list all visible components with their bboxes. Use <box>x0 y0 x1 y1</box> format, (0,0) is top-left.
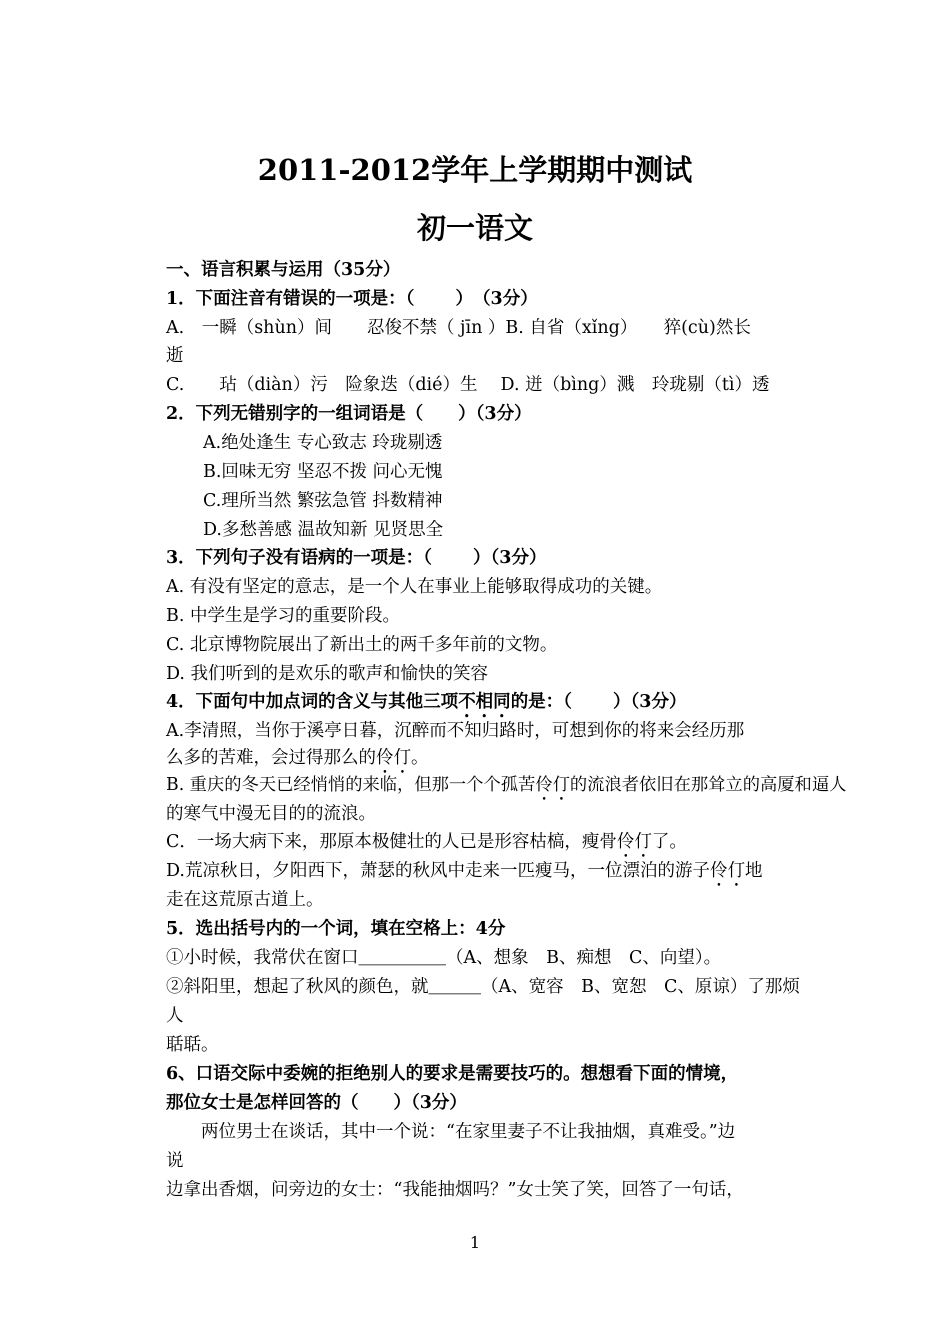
question-2-stem: 2．下列无错别字的一组词语是（ ）（3分） <box>166 404 532 424</box>
question-2-option: B.回味无穷 坚忍不拨 问心无愧 <box>203 462 443 482</box>
question-6-stem: 那位女士是怎样回答的（ ）（3分） <box>166 1093 467 1113</box>
question-6-passage: 边拿出香烟，问旁边的女士：“我能抽烟吗？”女士笑了笑，回答了一句话， <box>166 1180 744 1200</box>
question-1-line: 逝 <box>166 346 184 366</box>
question-1-stem: 1．下面注音有错误的一项是：（ ） （3分） <box>166 289 538 309</box>
question-3-option: C. 北京博物院展出了新出土的两千多年前的文物。 <box>166 635 558 655</box>
option-text: 了。 <box>651 832 687 852</box>
option-text: C．一场大病下来，那原本极健壮的人已是形容枯槁，瘦骨 <box>166 832 617 852</box>
question-2-option: D.多愁善感 温故知新 见贤思全 <box>203 520 444 540</box>
option-text: 的流浪者依旧在那耸立的高厦和逼人 <box>569 775 847 795</box>
question-4-option: A.李清照，当你于溪亭日暮，沉醉而不知归路时，可想到你的将来会经历那 <box>166 721 745 741</box>
question-2-option: A.绝处逢生 专心致志 玲珑剔透 <box>203 433 443 453</box>
emphasis-text: 不相同 <box>458 692 511 712</box>
question-3-option: A. 有没有坚定的意志，是一个人在事业上能够取得成功的关键。 <box>166 577 663 597</box>
page-number: 1 <box>469 1233 481 1252</box>
question-5-line: ②斜阳里，想起了秋风的颜色，就＿＿＿（A、宽容 B、宽恕 C、原谅）了那烦 <box>166 977 800 997</box>
option-text: 么多的苦难，会过得那么的 <box>166 748 376 768</box>
question-6-passage: 说 <box>166 1151 184 1171</box>
question-3-option: B. 中学生是学习的重要阶段。 <box>166 606 400 626</box>
question-1-line: A. 一瞬（shùn）间 忍俊不禁（ jīn ）B. 自省（xǐng） 猝(cù)然长 <box>166 318 751 338</box>
question-3-stem: 3．下列句子没有语病的一项是：（ ）（3分） <box>166 548 547 568</box>
question-6-stem: 6、口语交际中委婉的拒绝别人的要求是需要技巧的。想想看下面的情境， <box>166 1064 739 1084</box>
question-5-line: 聒聒。 <box>166 1035 219 1055</box>
question-3-option: D. 我们听到的是欢乐的歌声和愉快的笑容 <box>166 664 489 684</box>
emphasis-text: 伶仃 <box>709 861 745 881</box>
question-5-stem: 5．选出括号内的一个词，填在空格上：4分 <box>166 919 506 939</box>
question-2-option: C.理所当然 繁弦急管 抖数精神 <box>203 491 443 511</box>
emphasis-text: 伶仃 <box>616 832 652 852</box>
question-4-option: 走在这荒原古道上。 <box>166 890 324 910</box>
question-5-line: ①小时候，我常伏在窗口＿＿＿＿＿（A、想象 B、痴想 C、向望）。 <box>166 948 722 968</box>
question-4-option: 的寒气中漫无目的的流浪。 <box>166 804 376 824</box>
page-title: 2011-2012学年上学期期中测试 <box>257 153 693 187</box>
emphasis-text: 伶仃 <box>376 748 411 768</box>
option-text: 。 <box>411 748 429 768</box>
option-text: D.荒凉秋日，夕阳西下，萧瑟的秋风中走来一匹瘦马，一位漂泊的游子 <box>166 861 710 881</box>
option-text: 地 <box>744 861 763 881</box>
question-6-passage: 两位男士在谈话，其中一个说：“在家里妻子不让我抽烟，真难受。”边 <box>166 1122 736 1142</box>
section-heading: 一、语言积累与运用（35分） <box>166 260 401 280</box>
question-5-line: 人 <box>166 1006 184 1026</box>
question-1-line: C. 玷（diàn）污 险象迭（dié）生 D. 迸（bìng）溅 玲珑剔（tì）透 <box>166 375 770 395</box>
emphasis-text: 伶仃 <box>535 775 570 795</box>
stem-text: 的是：（ ）（3分） <box>510 692 687 712</box>
stem-text: 4．下面句中加点词的含义与其他三项 <box>166 692 459 712</box>
option-text: B. 重庆的冬天已经悄悄的来临，但那一个个孤苦 <box>166 775 536 795</box>
page-subtitle: 初一语文 <box>416 211 533 245</box>
